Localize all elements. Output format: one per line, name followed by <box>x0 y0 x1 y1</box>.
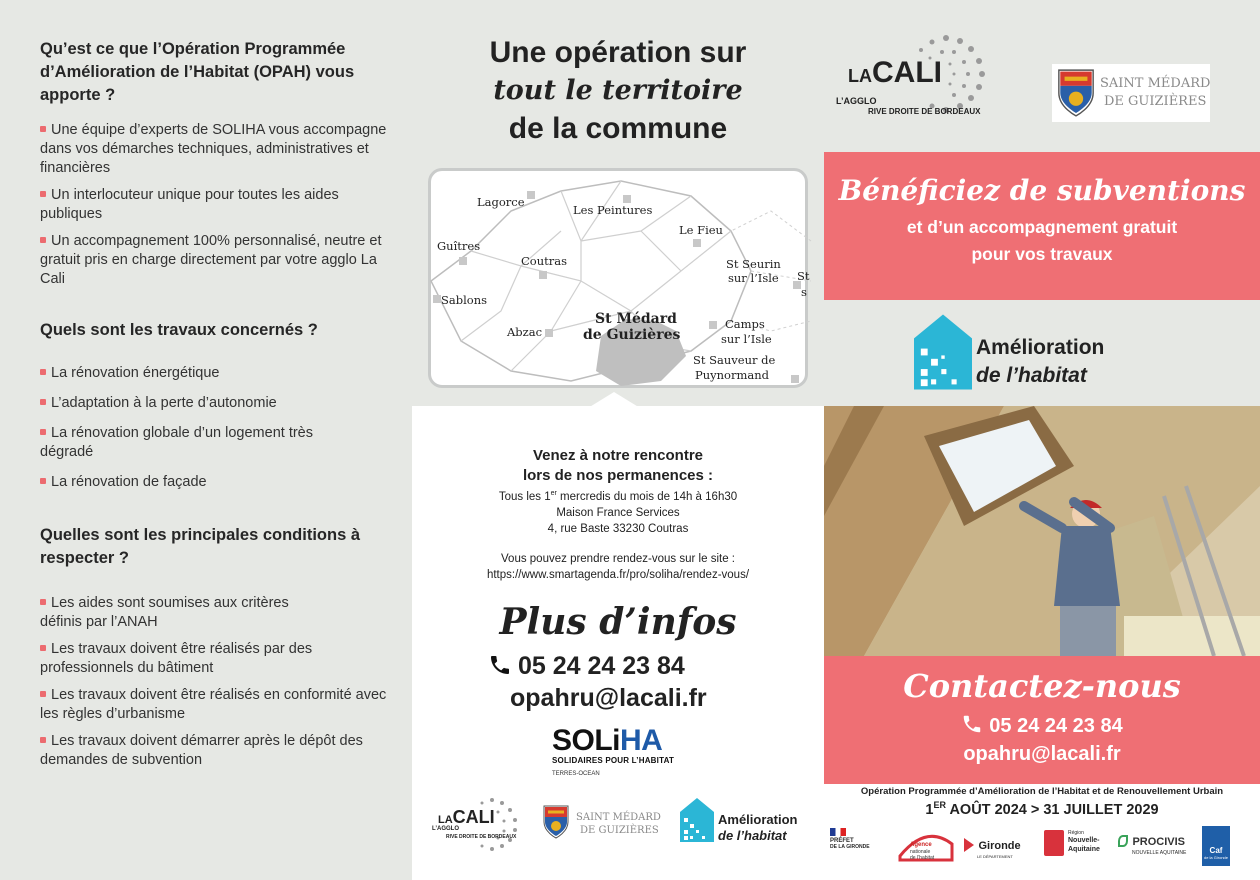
map-marker <box>527 191 535 199</box>
renovation-photo <box>824 406 1260 656</box>
meet-address: 4, rue Baste 33230 Coutras <box>547 522 689 535</box>
list-item: Les travaux doivent être réalisés par des professionnels du bâtiment <box>40 641 313 676</box>
lacali-logo-small <box>432 794 522 854</box>
map-label: Coutras <box>521 254 568 268</box>
bullet-icon <box>40 429 46 435</box>
meet-title: Venez à notre rencontre <box>532 447 704 464</box>
operation-title: Opération Programmée d’Amélioration de l’Habitat et de Renouvellement Urbain <box>860 786 1224 797</box>
section-title: Qu’est ce que l’Opération Programmée d’Amélioration de l’Habitat (OPAH) vous apporte ? <box>40 40 355 104</box>
bullet-icon <box>40 237 46 243</box>
contact-banner <box>824 656 1260 784</box>
amel-line1: Amélioration <box>718 812 798 827</box>
meet-title: lors de nos permanences : <box>522 467 714 484</box>
list-item: Une équipe d’experts de SOLIHA vous accompagne dans vos démarches techniques, administratives et financières <box>40 122 387 176</box>
map-label-highlight: de Guizières <box>583 327 681 343</box>
subvention-subtitle: et d’un accompagnement gratuit <box>906 217 1178 237</box>
bullet-icon <box>40 191 46 197</box>
lacali-agglo: L’AGGLO <box>836 96 877 106</box>
coat-of-arms-icon <box>1056 67 1096 119</box>
list-item: Les travaux doivent démarrer après le dépôt des demandes de subvention <box>40 733 363 768</box>
map-marker <box>459 257 467 265</box>
headline-line: de la commune <box>508 112 728 145</box>
amel-line2: de l’habitat <box>718 828 787 843</box>
map-label: Abzac <box>507 325 543 339</box>
stmedard-line1: SAINT MÉDARD <box>1100 76 1211 91</box>
email-line[interactable]: opahru@lacali.fr <box>510 684 707 712</box>
map-label: Le Fieu <box>679 223 723 237</box>
map-label: Sablons <box>441 293 488 307</box>
soliha-logo <box>552 726 674 777</box>
map-label: St <box>797 269 810 283</box>
permanences-info <box>412 446 824 583</box>
map-label: Les Peintures <box>573 203 653 217</box>
list-item: La rénovation de façade <box>40 473 390 492</box>
procivis-leaf-icon <box>1118 835 1128 847</box>
section-travaux <box>40 319 390 492</box>
map-label: sur l’Isle <box>721 332 772 346</box>
contact-title: Contactez-nous <box>903 667 1181 705</box>
partner-logos: PRÉFET DE LA GIRONDE Agence nationale de l’habitat Gironde LE DÉPARTEMENT Région Nouvelle- Aquitaine PROCIVIS NOUVELLE AQUITAINE Caf de la Gironde <box>830 826 1254 872</box>
left-panel <box>0 0 412 880</box>
list-item: Les aides sont soumises aux critères définis par l’ANAH <box>40 595 289 630</box>
plus-infos-title: Plus d’infos <box>499 600 737 643</box>
list-item: La rénovation globale d’un logement très dégradé <box>40 425 313 460</box>
lacali-la: LA <box>438 814 453 826</box>
bottom-logos <box>432 790 812 860</box>
soliha-tagline: SOLIDAIRES POUR L’HABITAT <box>552 756 675 765</box>
right-panel <box>824 0 1260 880</box>
territory-map <box>428 168 808 388</box>
subvention-title: Bénéficiez de subventions <box>838 174 1246 207</box>
list-item: Les travaux doivent être réalisés en conformité avec les règles d’urbanisme <box>40 687 387 722</box>
bullet-list <box>40 364 390 492</box>
contact-phone[interactable]: 05 24 24 23 84 <box>824 712 1260 740</box>
meet-schedule: Tous les 1er mercredis du mois de 14h à 16h30 <box>498 490 738 503</box>
stmedard-logo-small <box>542 804 662 848</box>
amelioration-logo-small <box>680 798 820 850</box>
bullet-icon <box>40 737 46 743</box>
gironde-logo: Gironde LE DÉPARTEMENT <box>964 836 1034 859</box>
amel-line1: Amélioration <box>976 336 1105 359</box>
house-icon <box>914 312 972 392</box>
bullet-icon <box>40 599 46 605</box>
soliha-region: TERRES-OCEAN <box>552 771 600 777</box>
list-item: L’adaptation à la perte d’autonomie <box>40 394 390 413</box>
list-item: Un accompagnement 100% personnalisé, neutre et gratuit pris en charge directement par votre agglo La Cali <box>40 233 382 287</box>
middle-panel <box>412 0 824 880</box>
section-conditions <box>40 524 390 770</box>
gironde-arrow-icon <box>964 838 974 852</box>
map-label: St Sauveur de <box>693 353 776 367</box>
soliha-name: SOLiHA <box>552 724 663 757</box>
map-label: Lagorce <box>477 195 525 209</box>
section-opah <box>40 38 390 289</box>
bullet-icon <box>40 691 46 697</box>
section-title: Quelles sont les principales conditions à respecter ? <box>40 526 361 567</box>
map-marker <box>433 295 441 303</box>
stmedard-line2: DE GUIZIÈRES <box>1104 94 1207 109</box>
section-title: Quels sont les travaux concernés ? <box>40 321 318 339</box>
operation-dates: 1ER AOÛT 2024 > 31 JUILLET 2029 <box>925 800 1159 818</box>
lacali-cali: CALI <box>452 807 495 827</box>
flag-icon <box>830 828 846 836</box>
phone-line[interactable]: 05 24 24 23 84 <box>488 650 685 682</box>
lacali-agglo: L’AGGLO <box>432 826 459 832</box>
amel-line2: de l’habitat <box>976 364 1087 387</box>
lacali-cali: CALI <box>872 56 942 89</box>
map-label: Camps <box>725 317 765 331</box>
map-label-highlight: St Médard <box>595 311 677 327</box>
contact-email[interactable]: opahru@lacali.fr <box>963 743 1121 765</box>
map-marker <box>709 321 717 329</box>
bullet-list <box>40 594 390 770</box>
coat-of-arms-icon <box>542 804 570 840</box>
list-item: La rénovation énergétique <box>40 364 390 383</box>
bullet-icon <box>40 369 46 375</box>
bullet-icon <box>40 126 46 132</box>
stmedard-logo <box>1052 64 1210 122</box>
subvention-banner <box>824 152 1260 300</box>
map-marker <box>545 329 553 337</box>
bullet-list <box>40 121 390 289</box>
info-box <box>412 406 824 880</box>
lacali-la: LA <box>848 66 872 86</box>
headline <box>412 34 824 148</box>
procivis-logo: PROCIVIS NOUVELLE AQUITAINE <box>1118 832 1194 856</box>
region-lion-icon <box>1044 830 1064 856</box>
map-marker <box>791 375 799 383</box>
map-label: Guîtres <box>437 239 481 253</box>
map-marker <box>539 271 547 279</box>
list-item: Un interlocuteur unique pour toutes les aides publiques <box>40 187 339 222</box>
map-marker <box>693 239 701 247</box>
lacali-rive: RIVE DROITE DE BORDEAUX <box>868 107 981 116</box>
map-label: St Seurin <box>726 257 781 271</box>
meet-rdv-link[interactable]: https://www.smartagenda.fr/pro/soliha/rendez-vous/ <box>486 568 750 581</box>
meet-place: Maison France Services <box>556 506 680 519</box>
headline-line: Une opération sur <box>489 36 747 69</box>
bullet-icon <box>40 645 46 651</box>
meet-rdv-text: Vous pouvez prendre rendez-vous sur le site : <box>501 552 735 565</box>
lacali-rive: RIVE DROITE DE BORDEAUX <box>446 834 517 840</box>
map-marker <box>623 195 631 203</box>
phone-icon <box>488 653 512 677</box>
subvention-subtitle: pour vos travaux <box>971 244 1113 264</box>
headline-line-script: tout le territoire <box>493 75 743 106</box>
map-label: Puynormand <box>695 368 769 382</box>
bullet-icon <box>40 478 46 484</box>
map-label: s <box>801 285 807 299</box>
bullet-icon <box>40 399 46 405</box>
stmedard-line2: DE GUIZIÈRES <box>580 825 659 836</box>
worker-attic-image <box>824 406 1260 656</box>
house-icon <box>680 798 714 842</box>
lacali-logo <box>834 36 1004 116</box>
anah-logo: Agence nationale de l’habitat <box>896 826 956 866</box>
map-label: sur l’Isle <box>728 271 779 285</box>
caf-logo: Caf de la Gironde <box>1202 826 1230 866</box>
phone-icon <box>961 713 983 735</box>
prefet-logo: PRÉFET DE LA GIRONDE <box>830 828 886 850</box>
stmedard-line1: SAINT MÉDARD <box>576 812 661 823</box>
